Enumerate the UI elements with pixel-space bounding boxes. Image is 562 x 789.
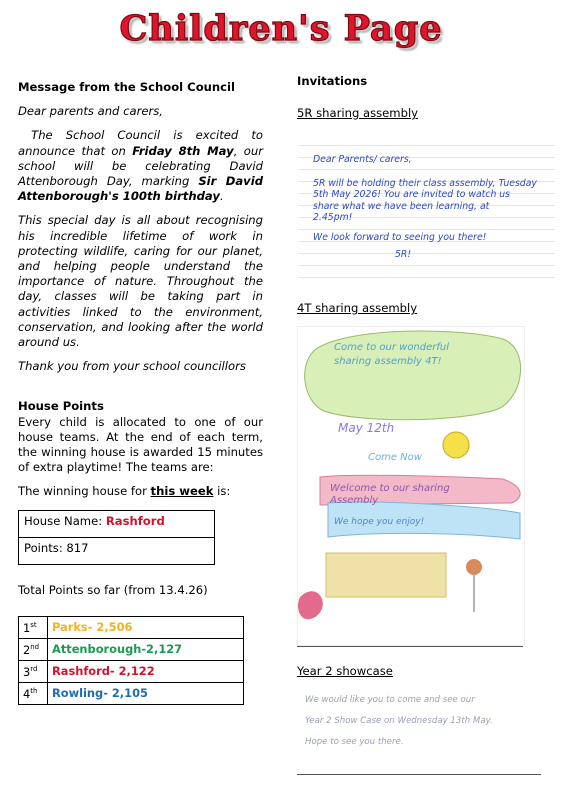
note-5r-sign: 5R!: [395, 249, 412, 260]
winning-house-box: [18, 510, 215, 565]
ranking-house-name: Attenborough-2,127: [52, 641, 183, 656]
invitation-title-5r: 5R sharing assembly: [297, 106, 419, 120]
council-heading: Message from the School Council: [18, 80, 235, 94]
ranking-house-name: Parks- 2,506: [52, 619, 133, 634]
invitation-title-4t: 4T sharing assembly: [297, 301, 418, 315]
poster-4t-title: Come to our wonderful sharing assembly 4T!: [334, 342, 450, 367]
note-5r-line-1: Dear Parents/ carers,: [313, 154, 412, 165]
invitation-poster-4t: [297, 326, 525, 646]
winning-house-line: [18, 484, 263, 499]
poster-4t-welcome: Welcome to our sharing Assembly: [330, 483, 450, 506]
winning-text-a: The winning house for: [18, 484, 151, 499]
ranking-house-name: Rowling- 2,105: [52, 685, 148, 700]
points-value: 817: [66, 540, 89, 555]
invitation-title-year2: Year 2 showcase: [297, 664, 393, 678]
council-p1-end: .: [219, 189, 224, 204]
ranking-position: [19, 616, 48, 638]
ranking-row: [19, 682, 244, 704]
ranking-position-number: 1: [23, 621, 31, 636]
ranking-house: [48, 638, 244, 660]
note-year2-line-2: Year 2 Show Case on Wednesday 13th May.: [305, 716, 493, 726]
ranking-house: [48, 660, 244, 682]
ranking-position-suffix: th: [30, 687, 38, 696]
invitation-note-5r: [299, 134, 555, 284]
ranking-position-number: 4: [23, 687, 31, 702]
ranking-row: [19, 616, 244, 638]
page-title: Children's Page: [119, 8, 443, 49]
council-p1-date: Friday 8th May: [132, 143, 234, 158]
poster-4t-date: May 12th: [338, 421, 395, 435]
ranking-position: [19, 638, 48, 660]
note-year2-line-3: Hope to see you there.: [305, 737, 404, 747]
note-5r-line-5: 2.45pm!: [313, 212, 353, 223]
note-year2-line-1: We would like you to come and see our: [305, 695, 475, 705]
council-paragraph-1: [18, 128, 263, 204]
winning-text-b: is:: [213, 484, 231, 499]
house-points-intro: Every child is allocated to one of our house teams. At the end of each term, the winning house is awarded 15 minutes of extra playtime! The teams are:: [18, 414, 263, 475]
winning-this-week: this week: [150, 484, 214, 499]
council-p1-text-b: , our school will be celebrating David Attenborough Day, marking: [18, 143, 263, 189]
points-row: [19, 537, 214, 564]
invitation-note-year2: [299, 686, 539, 768]
ranking-position: [19, 660, 48, 682]
ranking-position-number: 3: [23, 665, 31, 680]
ranking-table: [18, 616, 244, 705]
ranking-position-suffix: rd: [30, 665, 38, 674]
ranking-house: [48, 616, 244, 638]
house-points-heading: House Points: [18, 399, 104, 414]
council-signoff: Thank you from your school councillors: [18, 359, 246, 374]
council-p1-text-a: The School Council is excited to announce that on: [18, 128, 263, 158]
house-name-label: House Name:: [24, 513, 106, 528]
total-points-label: Total Points so far (from 13.4.26): [18, 582, 208, 597]
points-label: Points:: [24, 540, 67, 555]
smiley-icon: [443, 432, 469, 458]
heart-icon: [298, 591, 323, 619]
note-5r-line-3: 5th May 2026! You are invited to watch us: [313, 189, 511, 200]
poster-4t-come: Come Now: [368, 452, 422, 463]
ranking-position-suffix: st: [30, 621, 37, 630]
poster-4t-hope: We hope you enjoy!: [334, 517, 425, 527]
house-name-row: [19, 511, 214, 537]
ranking-position-number: 2: [23, 643, 31, 658]
ranking-row: [19, 638, 244, 660]
ranking-house: [48, 682, 244, 704]
council-paragraph-2: This special day is all about recognising his incredible lifetime of work in protecting wildlife, caring for our planet, and helping people understand the importance of nature. Throughout the day, classes will be taking part in activities linked to the environment, conservation, and looking after the world around us.: [18, 213, 263, 350]
ranking-position-suffix: nd: [30, 643, 40, 652]
ranking-row: [19, 660, 244, 682]
ranking-position: [19, 682, 48, 704]
note-5r-line-6: We look forward to seeing you there!: [313, 231, 487, 243]
council-greeting: Dear parents and carers,: [18, 104, 163, 119]
note-5r-line-2: 5R will be holding their class assembly, Tuesday: [313, 177, 537, 189]
poster-4t-divider: [297, 646, 523, 647]
ranking-house-name: Rashford- 2,122: [52, 663, 155, 678]
council-p1-bold: Sir David Attenborough's 100th birthday: [18, 174, 263, 204]
invitations-heading: Invitations: [297, 74, 368, 88]
year2-divider: [297, 774, 541, 775]
house-name-value: Rashford: [105, 513, 165, 528]
left-column: [18, 80, 263, 705]
note-5r-line-4: share what we have been learning, at: [313, 200, 490, 212]
